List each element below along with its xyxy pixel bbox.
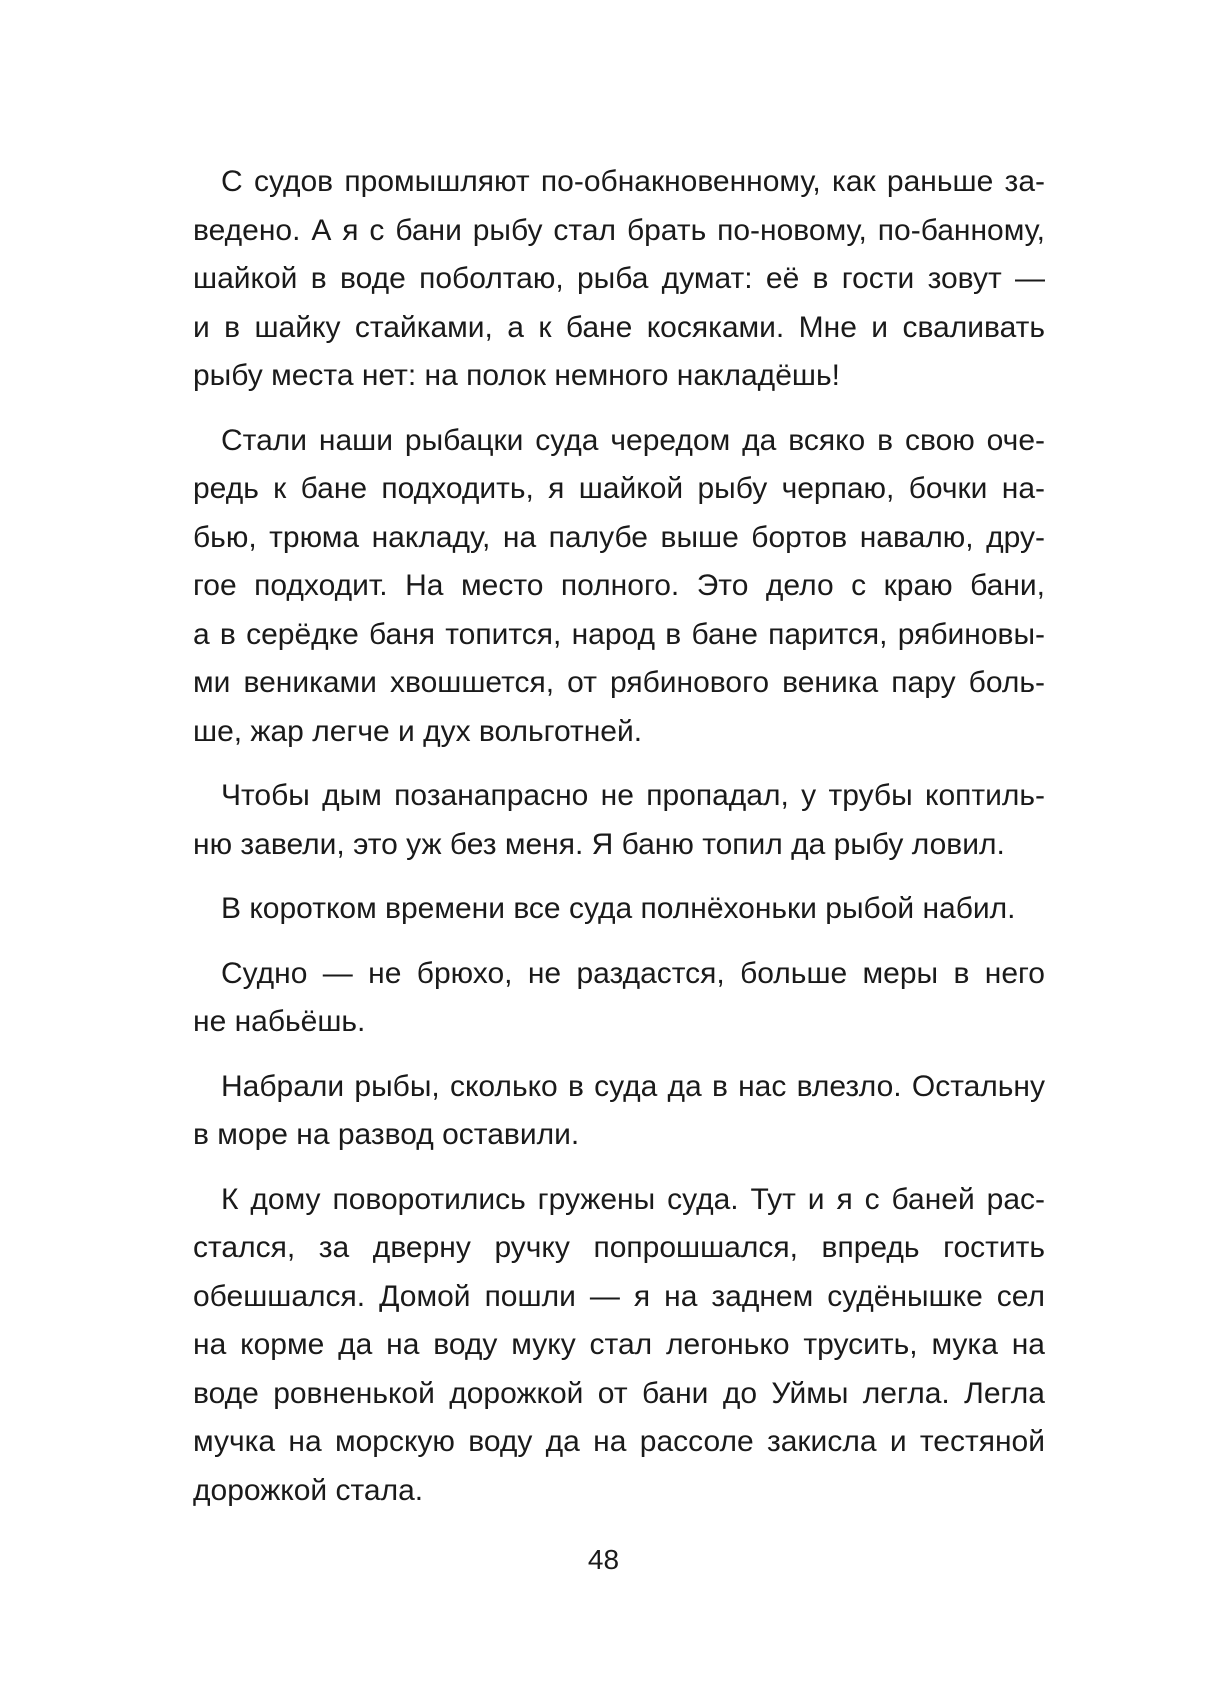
text-line: Набрали рыбы, сколько в суда да в нас влезло. Остальну <box>221 1069 1045 1103</box>
text-line: В коротком времени все суда полнёхоньки рыбой набил. <box>221 892 1016 925</box>
text-line: С судов промышляют по-обнакновенному, как раньше за- <box>221 165 1045 198</box>
text-line: ше, жар легче и дух вольготней. <box>193 714 643 748</box>
paragraph-2 <box>165 417 1045 757</box>
page-number: 48 <box>587 1544 620 1575</box>
text-line: ведено. А я с бани рыбу стал брать по-новому, по-банному, <box>193 213 1045 247</box>
text-line: дорожкой стала. <box>193 1473 424 1507</box>
text-line: рыбу места нет: на полок немного накладёшь! <box>193 359 840 392</box>
text-line: Судно — не брюхо, не раздастся, больше меры в него <box>221 956 1045 990</box>
text-line: гое подходит. На место полного. Это дело с краю бани, <box>193 569 1045 602</box>
paragraph-5 <box>165 950 1045 1047</box>
text-line: а в серёдке баня топится, народ в бане парится, рябиновы- <box>193 617 1045 651</box>
paragraph-1 <box>165 158 1045 401</box>
text-line: Стали наши рыбацки суда чередом да всяко в свою оче- <box>221 423 1045 457</box>
text-line: обешшался. Домой пошли — я на заднем судёнышке сел <box>193 1279 1045 1313</box>
paragraph-6 <box>165 1063 1045 1160</box>
text-line: редь к бане подходить, я шайкой рыбу черпаю, бочки на- <box>193 472 1045 505</box>
text-line: ню завели, это уж без меня. Я баню топил да рыбу ловил. <box>193 827 1005 861</box>
text-line: Чтобы дым позанапрасно не пропадал, у трубы коптиль- <box>221 779 1045 812</box>
text-line: и в шайку стайками, а к бане косяками. Мне и сваливать <box>193 310 1045 344</box>
text-line: К дому поворотились гружены суда. Тут и я с баней рас- <box>221 1182 1045 1216</box>
text-line: на корме да на воду муку стал легонько трусить, мука на <box>193 1328 1045 1361</box>
text-line: не набьёшь. <box>193 1005 366 1038</box>
text-line: ми вениками хвошшется, от рябинового веника пару боль- <box>193 666 1045 699</box>
text-line: стался, за дверну ручку попрошшался, впредь гостить <box>193 1231 1045 1264</box>
text-line: мучка на морскую воду да на рассоле закисла и тестяной <box>193 1425 1045 1458</box>
body-text <box>165 158 1045 1531</box>
text-line: бью, трюма накладу, на палубе выше бортов навалю, дру- <box>193 520 1045 554</box>
paragraph-4 <box>165 885 1045 934</box>
text-line: воде ровненькой дорожкой от бани до Уймы легла. Легла <box>193 1376 1045 1410</box>
text-line: шайкой в воде поболтаю, рыба думат: её в гости зовут — <box>193 262 1045 295</box>
text-line: в море на развод оставили. <box>193 1118 580 1151</box>
paragraph-3 <box>165 772 1045 869</box>
paragraph-7 <box>165 1176 1045 1516</box>
